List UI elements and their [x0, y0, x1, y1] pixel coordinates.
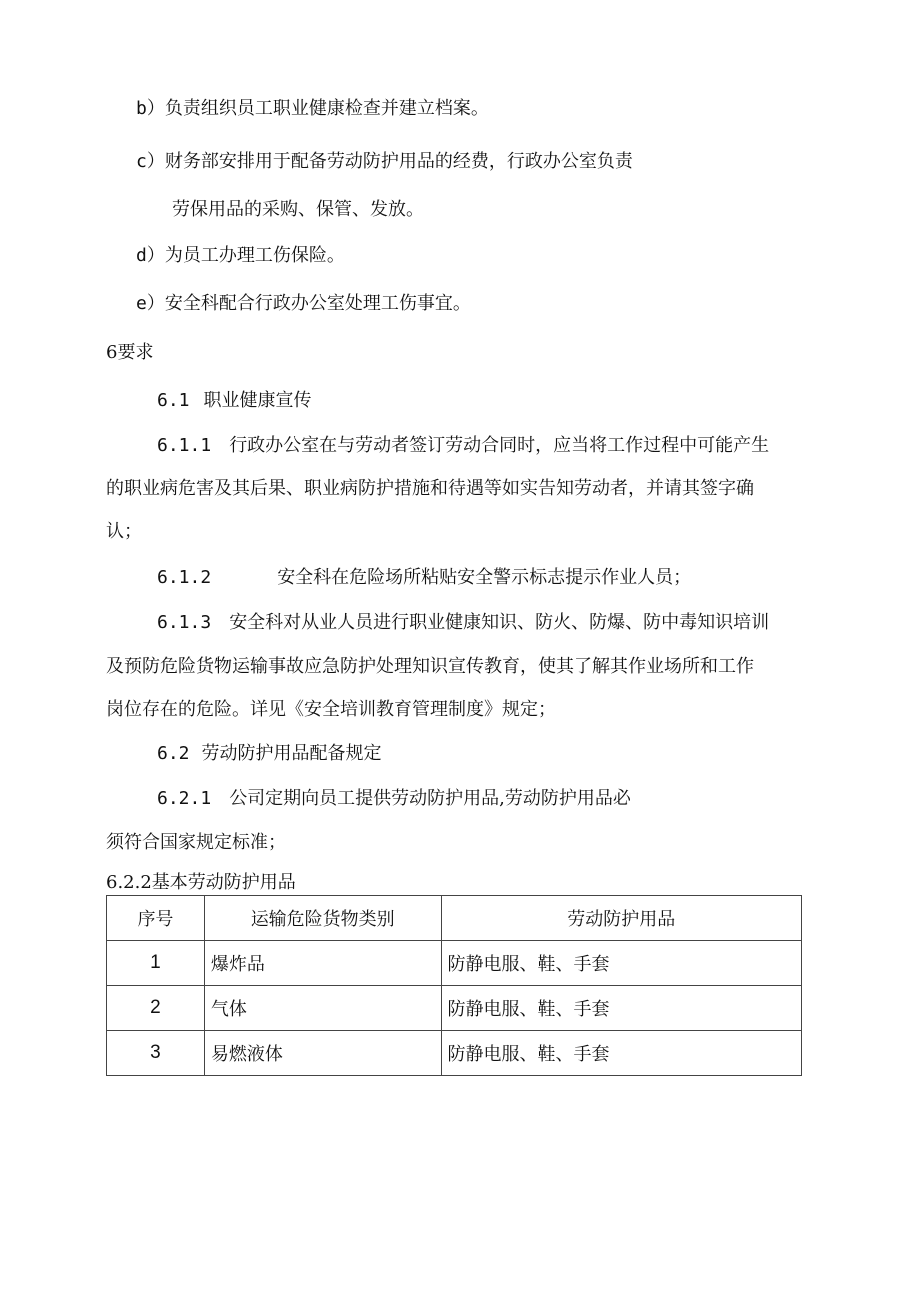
- section-6-1-number: 6.1: [157, 390, 190, 411]
- section-6-1-3-number: 6.1.3: [157, 612, 212, 633]
- table-header-cell: 序号: [107, 896, 205, 941]
- section-6-1-heading: [157, 389, 312, 413]
- item-d-text: 为员工办理工伤保险。: [164, 245, 345, 266]
- item-b-label: b）: [136, 98, 165, 119]
- section-6-heading: 6要求: [106, 342, 154, 363]
- section-6-1-3-text-line3: 岗位存在的危险。详见《安全培训教育管理制度》规定；: [106, 699, 556, 720]
- section-6-1-3-text-line1: 安全科对从业人员进行职业健康知识、防火、防爆、防中毒知识培训: [229, 612, 770, 633]
- section-6-2-2-heading: 6.2.2基本劳动防护用品: [106, 872, 296, 893]
- item-d-label: d）: [136, 245, 165, 266]
- table-row: [107, 1031, 802, 1076]
- table-cell-category: 气体: [204, 986, 441, 1031]
- section-6-1-1-text-line1: 行政办公室在与劳动者签订劳动合同时，应当将工作过程中可能产生: [229, 435, 770, 456]
- section-6-2-number: 6.2: [157, 743, 190, 764]
- table-header-cell: 劳动防护用品: [441, 896, 801, 941]
- section-6-1-2-number: 6.1.2: [157, 567, 212, 588]
- item-c-text-line2: 劳保用品的采购、保管、发放。: [172, 199, 424, 220]
- table-header-cell: 运输危险货物类别: [204, 896, 441, 941]
- table-cell-category: 爆炸品: [204, 941, 441, 986]
- section-6-2-1-text-line1: 公司定期向员工提供劳动防护用品,劳动防护用品必: [229, 788, 631, 809]
- section-6-2-1-number: 6.2.1: [157, 788, 212, 809]
- section-6-1-1-text-line2: 的职业病危害及其后果、职业病防护措施和待遇等如实告知劳动者，并请其签字确: [106, 478, 754, 499]
- item-e: [136, 292, 471, 316]
- item-b: [136, 97, 489, 121]
- section-6-2-heading: [157, 742, 382, 766]
- section-6-1-3-line1: [157, 611, 769, 635]
- item-d: [136, 244, 345, 268]
- item-c-text-line1: 财务部安排用于配备劳动防护用品的经费，行政办公室负责: [164, 151, 633, 172]
- section-6-1-2: [157, 566, 691, 590]
- section-6-2-title: 劳动防护用品配备规定: [201, 743, 382, 764]
- ppe-table: [106, 895, 802, 1076]
- item-b-text: 负责组织员工职业健康检查并建立档案。: [164, 98, 489, 119]
- section-6-1-title: 职业健康宣传: [203, 390, 312, 411]
- table-cell-index: 2: [107, 986, 205, 1031]
- table-row: [107, 986, 802, 1031]
- table-cell-ppe: 防静电服、鞋、手套: [441, 1031, 801, 1076]
- section-6-1-1-line1: [157, 434, 769, 458]
- table-header-row: [107, 896, 802, 941]
- section-6-1-1-text-line3: 认；: [106, 521, 142, 542]
- item-e-label: e）: [136, 293, 165, 314]
- table-cell-index: 1: [107, 941, 205, 986]
- section-6-2-1-line1: [157, 787, 631, 811]
- section-6-2-1-text-line2: 须符合国家规定标准；: [106, 832, 286, 853]
- section-6-1-1-number: 6.1.1: [157, 435, 212, 456]
- item-c: [136, 150, 633, 174]
- table-cell-category: 易燃液体: [204, 1031, 441, 1076]
- item-c-label: c）: [136, 151, 165, 172]
- table-cell-ppe: 防静电服、鞋、手套: [441, 941, 801, 986]
- table-row: [107, 941, 802, 986]
- item-e-text: 安全科配合行政办公室处理工伤事宜。: [164, 293, 471, 314]
- table-cell-ppe: 防静电服、鞋、手套: [441, 986, 801, 1031]
- section-6-1-3-text-line2: 及预防危险货物运输事故应急防护处理知识宣传教育，使其了解其作业场所和工作: [106, 656, 754, 677]
- section-6-1-2-text: 安全科在危险场所粘贴安全警示标志提示作业人员；: [277, 567, 692, 588]
- table-cell-index: 3: [107, 1031, 205, 1076]
